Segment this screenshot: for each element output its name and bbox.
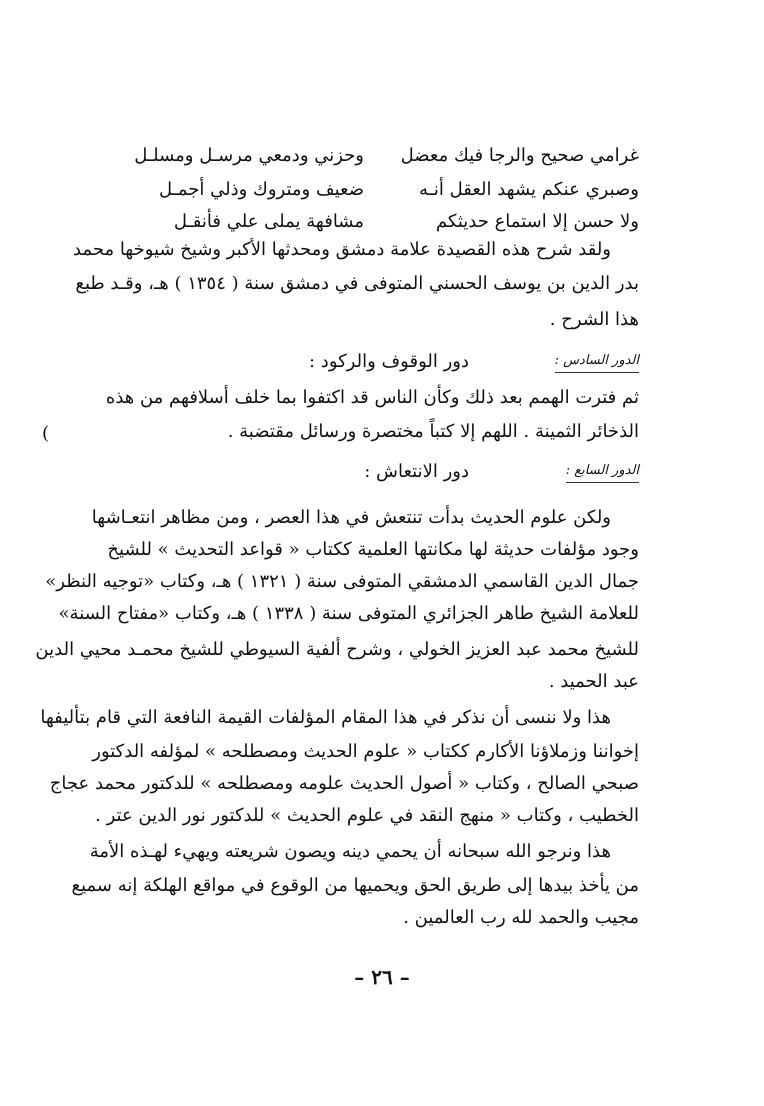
verse-second-hemistich: مشافهة يملى علي فأنقـل bbox=[173, 211, 364, 232]
section7-line: للعلامة الشيخ طاهر الجزائري المتوفى سنة ( ١٣٣٨ ) هـ، وكتاب «مفتاح السنة» bbox=[58, 603, 639, 624]
verse-second-hemistich: وحزني ودمعي مرسـل ومسلـل bbox=[134, 145, 364, 166]
closing-paragraph-line: مجيب والحمد لله رب العالمين . bbox=[403, 907, 639, 928]
commentary-line: هذا الشرح . bbox=[549, 309, 639, 330]
verse-second-hemistich: ضعيف ومتروك وذلي أجمـل bbox=[158, 179, 364, 200]
authors-paragraph-line: الخطيب ، وكتاب « منهج النقد في علوم الحديث » للدكتور نور الدين عتر . bbox=[95, 805, 639, 826]
commentary-line: بدر الدين بن يوسف الحسني المتوفى في دمشق سنة ( ١٣٥٤ ) هـ، وقـد طبع bbox=[75, 273, 639, 294]
section7-line: عبد الحميد . bbox=[548, 671, 639, 692]
section7-line: ولكن علوم الحديث بدأت تنتعش في هذا العصر ، ومن مظاهر انتعـاشها bbox=[91, 507, 611, 528]
section6-line: ثم فترت الهمم بعد ذلك وكأن الناس قد اكتفوا بما خلف أسلافهم من هذه bbox=[105, 387, 639, 408]
verse-first-hemistich: ولا حسن إلا استماع حديثكم bbox=[435, 211, 639, 232]
section7-line: للشيخ محمد عبد العزيز الخولي ، وشرح ألفية السيوطي للشيخ محمـد محيي الدين bbox=[35, 639, 639, 660]
authors-paragraph-line: هذا ولا ننسى أن نذكر في هذا المقام المؤلفات القيمة النافعة التي قام بتأليفها bbox=[40, 707, 611, 728]
page-number: – ٢٦ – bbox=[354, 965, 410, 989]
verse-first-hemistich: وصبري عنكم يشهد العقل أنـه bbox=[418, 179, 639, 200]
authors-paragraph-line: صبحي الصالح ، وكتاب « أصول الحديث علومه ومصطلحه » للدكتور محمد عجاج bbox=[49, 773, 639, 794]
poem-verse-1 bbox=[119, 142, 639, 170]
closing-paragraph-line: من يأخذ بيدها إلى طريق الحق ويحميها من الوقوع في مواقع الهلكة إنه سميع bbox=[71, 875, 639, 896]
authors-paragraph-line: إخواننا وزملاؤنا الأكارم ككتاب « علوم الحديث ومصطلحه » لمؤلفه الدكتور bbox=[92, 741, 639, 762]
section-title: دور الانتعاش : bbox=[364, 461, 469, 482]
verse-first-hemistich: غرامي صحيح والرجا فيك معضل bbox=[400, 145, 639, 166]
section6-line: الذخائر الثمينة . اللهم إلا كتباً مختصرة ورسائل مقتضبة . bbox=[227, 421, 639, 442]
closing-paragraph-line: هذا ونرجو الله سبحانه أن يحمي دينه ويصون شريعته ويهيء لهـذه الأمة bbox=[89, 841, 611, 862]
section-label: الدور السادس : bbox=[555, 350, 639, 373]
section-heading-6 bbox=[119, 348, 639, 376]
poem-verse-2 bbox=[119, 176, 639, 204]
margin-mark: ( bbox=[42, 423, 50, 444]
section7-line: وجود مؤلفات حديثة لها مكانتها العلمية ككتاب « قواعد التحديث » للشيخ bbox=[107, 539, 639, 560]
poem-verse-3 bbox=[119, 208, 639, 236]
section-title: دور الوقوف والركود : bbox=[309, 351, 469, 372]
commentary-line: ولقد شرح هذه القصيدة علامة دمشق ومحدثها الأكبر وشيخ شيوخها محمد bbox=[72, 239, 611, 260]
section7-line: جمال الدين القاسمي الدمشقي المتوفى سنة ( ١٣٢١ ) هـ، وكتاب «توجيه النظر» bbox=[45, 571, 639, 592]
section-heading-7 bbox=[119, 458, 639, 486]
section-label: الدور السابع : bbox=[566, 460, 639, 483]
